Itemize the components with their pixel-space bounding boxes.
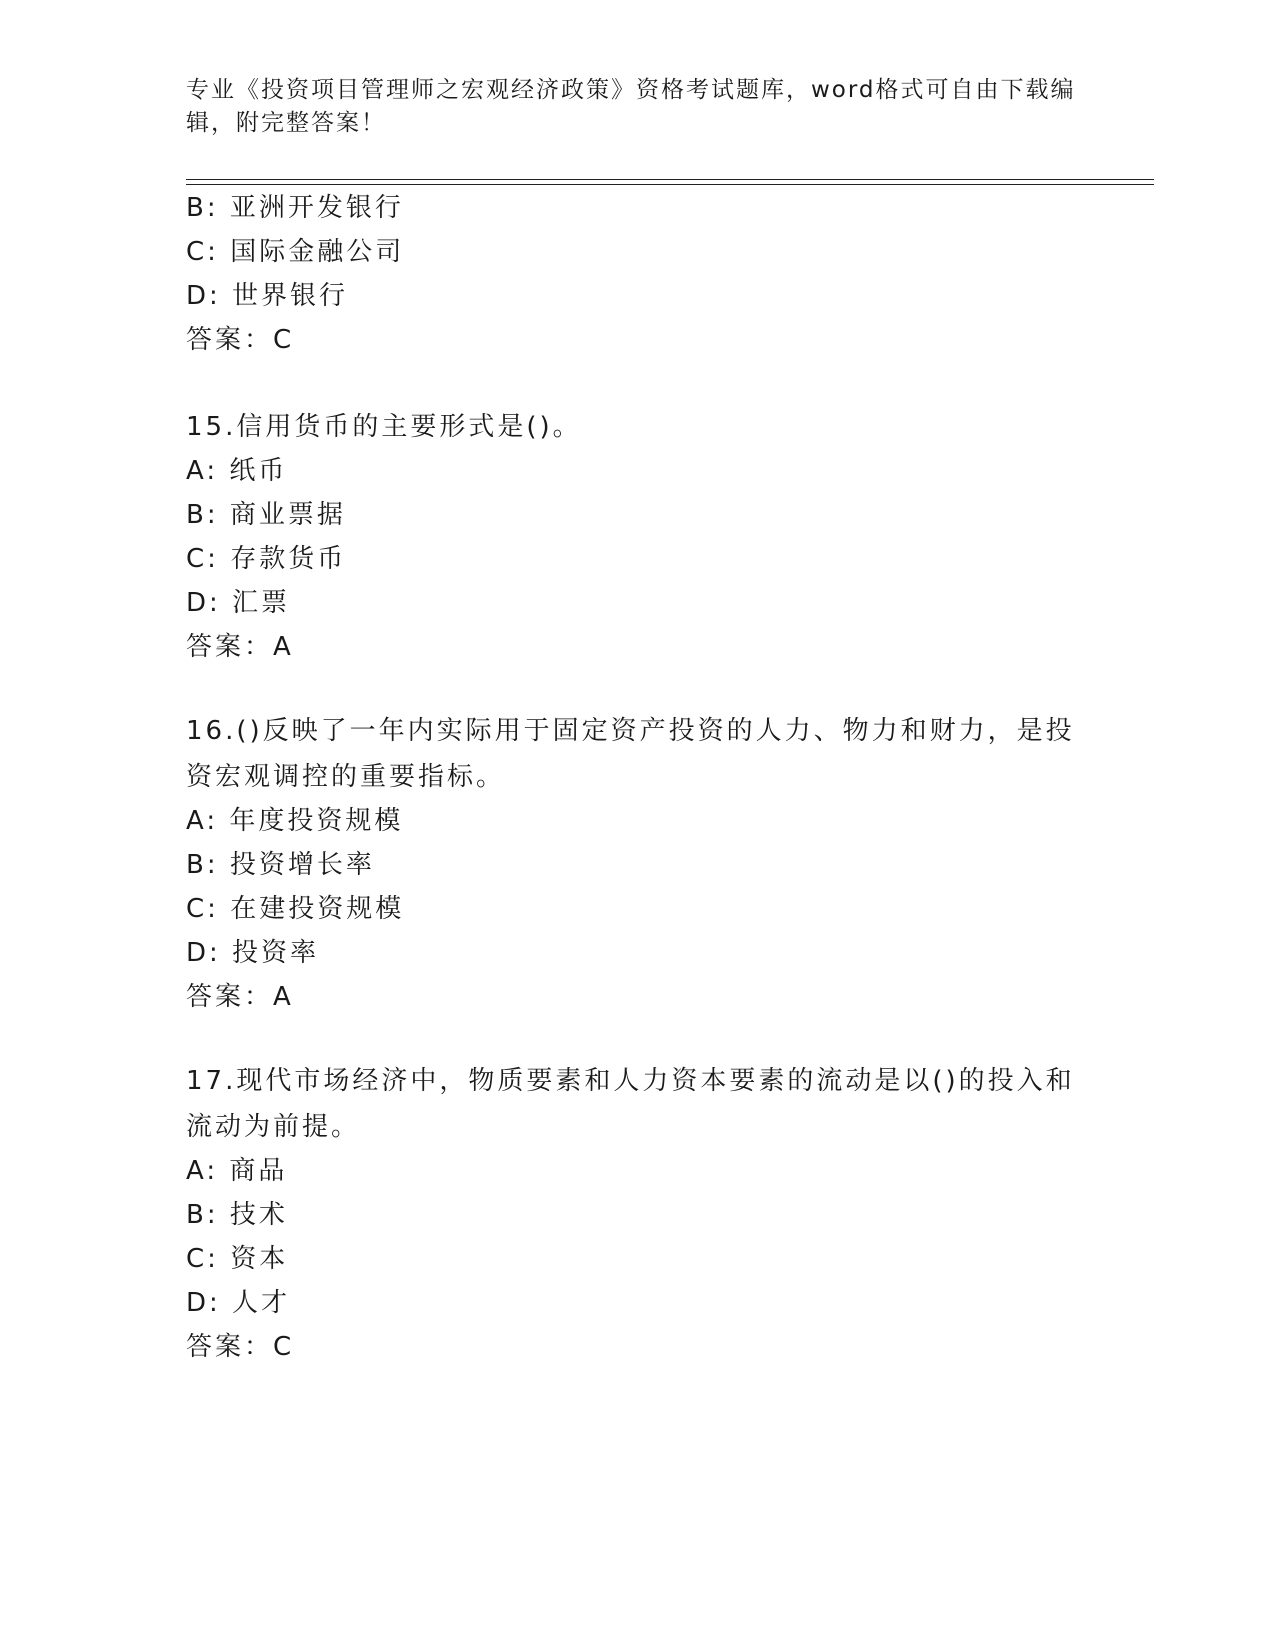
option-label: C: [186, 237, 219, 267]
option-label: A: [186, 806, 219, 836]
q16-option-c [186, 891, 404, 927]
q16-option-d [186, 935, 319, 971]
q17-option-c [186, 1241, 288, 1277]
header-rule-top [186, 179, 1154, 180]
option-label: C: [186, 894, 219, 924]
q16-stem: 16.()反映了一年内实际用于固定资产投资的人力、物力和财力，是投资宏观调控的重要指标。 [186, 716, 1075, 792]
q17-option-a [186, 1153, 287, 1189]
option-text: 纸币 [229, 456, 288, 486]
option-text: 资本 [230, 1244, 289, 1274]
document-header: 专业《投资项目管理师之宏观经济政策》资格考试题库，word格式可自由下载编辑，附完整答案！ [186, 77, 1076, 136]
q17-stem: 17.现代市场经济中，物质要素和人力资本要素的流动是以()的投入和流动为前提。 [186, 1066, 1075, 1142]
option-text: 技术 [229, 1200, 288, 1230]
option-label: C: [186, 1244, 219, 1274]
q14-option-b [186, 190, 404, 226]
q15-option-a [186, 453, 287, 489]
option-label: C: [186, 544, 219, 574]
option-label: B: [186, 193, 219, 223]
option-text: 存款货币 [230, 544, 347, 574]
q14-answer: 答案：C [186, 325, 295, 355]
q17-answer: 答案：C [186, 1332, 295, 1362]
option-text: 汇票 [232, 588, 291, 618]
q14-option-d [186, 278, 348, 314]
option-label: B: [186, 850, 219, 880]
option-text: 在建投资规模 [230, 894, 405, 924]
q15-option-b [186, 497, 346, 533]
q14-option-c [186, 234, 404, 270]
q16-option-b [186, 847, 375, 883]
header-rule-bottom [186, 184, 1154, 185]
option-text: 年度投资规模 [229, 806, 404, 836]
option-text: 亚洲开发银行 [229, 193, 404, 223]
option-label: A: [186, 1156, 219, 1186]
option-label: B: [186, 500, 219, 530]
option-text: 投资率 [232, 938, 320, 968]
q15-option-c [186, 541, 346, 577]
option-label: D: [186, 1288, 221, 1318]
option-label: B: [186, 1200, 219, 1230]
q17-option-b [186, 1197, 288, 1233]
q16-option-a [186, 803, 403, 839]
option-text: 世界银行 [232, 281, 349, 311]
q15-stem: 15.信用货币的主要形式是()。 [186, 412, 582, 442]
option-text: 商业票据 [229, 500, 346, 530]
option-label: A: [186, 456, 219, 486]
q16-answer: 答案：A [186, 982, 294, 1012]
q15-answer: 答案：A [186, 632, 294, 662]
option-label: D: [186, 281, 221, 311]
option-text: 商品 [229, 1156, 288, 1186]
option-text: 人才 [232, 1288, 291, 1318]
option-text: 国际金融公司 [230, 237, 405, 267]
q15-option-d [186, 585, 290, 621]
option-label: D: [186, 938, 221, 968]
option-text: 投资增长率 [229, 850, 375, 880]
q17-option-d [186, 1285, 290, 1321]
option-label: D: [186, 588, 221, 618]
